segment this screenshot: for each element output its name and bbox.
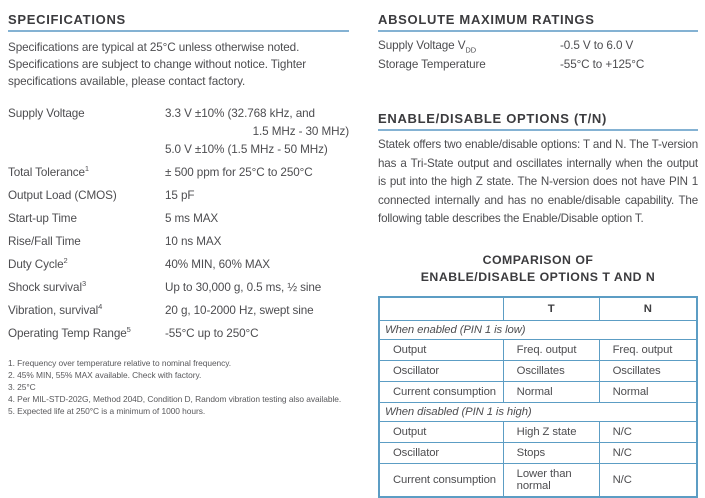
footnote-1: 1. Frequency over temperature relative to nominal frequency.	[8, 358, 232, 368]
spec-label: Start-up Time	[8, 212, 77, 225]
spec-value: 15 pF	[165, 189, 195, 202]
row-label: Output	[379, 339, 503, 360]
spec-label: Operating Temp Range$^5$	[8, 325, 131, 340]
enable-disable-body: Statek offers two enable/disable options: T and N. The T-version has a Tri-State output and oscillates internally when the output is put into the high Z state. The N-version does not have PIN 1 connected internally and has no enable/disable capability. The following table describes the Enable/Disable option T.	[378, 138, 698, 226]
section-row-when-disabled	[379, 402, 697, 421]
spec-row-total-tolerance	[8, 164, 349, 182]
spec-value: 20 g, 10-2000 Hz, swept sine	[165, 304, 314, 317]
footnote-marker: 5	[126, 325, 131, 335]
footnotes	[8, 357, 349, 417]
cell-n: N/C	[599, 421, 697, 442]
amr-value: -0.5 V to 6.0 V	[560, 39, 634, 52]
spec-label: Vibration, survival$^4$	[8, 302, 103, 317]
footnote-3: 3. 25°C	[8, 382, 36, 392]
amr-label: Supply Voltage $V_{DD}$	[378, 39, 477, 55]
specifications-section	[8, 12, 349, 498]
row-label: Current consumption	[379, 463, 503, 497]
cell-n: Normal	[599, 381, 697, 402]
table-row	[379, 442, 697, 463]
footnote-4: 4. Per MIL-STD-202G, Method 204D, Condition D, Random vibration testing also available.	[8, 394, 342, 404]
spec-value: ± 500 ppm for 25°C to 250°C	[165, 166, 313, 179]
spec-row-vibration-survival	[8, 302, 349, 320]
cell-n: Freq. output	[599, 339, 697, 360]
table-header-row	[379, 297, 697, 321]
spec-value-line: 3.3 V ±10% (32.768 kHz, and	[165, 107, 315, 120]
footnote-marker: 4	[98, 302, 103, 312]
comparison-table-title	[378, 252, 698, 286]
specifications-intro: Specifications are typical at 25°C unless otherwise noted. Specifications are subject to change without notice. Tighter specifications available, please contact factory.	[8, 41, 307, 88]
cell-t: Oscillates	[503, 360, 599, 381]
table-row	[379, 339, 697, 360]
amr-label: Storage Temperature	[378, 58, 486, 71]
spec-label: Duty Cycle$^2$	[8, 256, 68, 271]
footnote-2: 2. 45% MIN, 55% MAX available. Check with factory.	[8, 370, 202, 380]
specifications-list	[8, 105, 349, 343]
spec-label: Total Tolerance$^1$	[8, 164, 89, 179]
header-cell-t: T	[503, 297, 599, 321]
row-label: Output	[379, 421, 503, 442]
absolute-maximum-ratings-title: ABSOLUTE MAXIMUM RATINGS	[378, 12, 698, 32]
cell-n: N/C	[599, 463, 697, 497]
spec-value: -55°C up to 250°C	[165, 327, 259, 340]
spec-row-rise-fall-time	[8, 233, 349, 251]
cell-t: Stops	[503, 442, 599, 463]
absolute-maximum-ratings-section	[378, 12, 698, 74]
amr-rows	[378, 36, 698, 74]
enable-disable-section	[378, 111, 698, 229]
amr-row-supply-voltage	[378, 36, 698, 55]
section-label: When disabled (PIN 1 is high)	[379, 402, 697, 421]
spec-row-output-load	[8, 187, 349, 205]
amr-row-storage-temp	[378, 55, 698, 74]
table-row	[379, 421, 697, 442]
cell-t: Normal	[503, 381, 599, 402]
spec-row-startup-time	[8, 210, 349, 228]
header-cell-n: N	[599, 297, 697, 321]
footnote-marker: 3	[81, 279, 87, 289]
spec-value: 5 ms MAX	[165, 212, 219, 225]
cell-n: N/C	[599, 442, 697, 463]
header-cell-blank	[379, 297, 503, 321]
spec-label: Rise/Fall Time	[8, 235, 81, 248]
spec-row-duty-cycle	[8, 256, 349, 274]
section-row-when-enabled	[379, 320, 697, 339]
footnote-marker: 2	[63, 256, 68, 266]
table-row	[379, 360, 697, 381]
spec-label: Supply Voltage	[8, 107, 85, 120]
cell-t: High Z state	[503, 421, 599, 442]
enable-disable-title: ENABLE/DISABLE OPTIONS (T/N)	[378, 111, 698, 131]
spec-value-line: 1.5 MHz - 30 MHz)	[252, 125, 349, 138]
spec-value: 40% MIN, 60% MAX	[165, 258, 270, 271]
spec-row-operating-temp	[8, 325, 349, 343]
row-label: Current consumption	[379, 381, 503, 402]
spec-row-supply-voltage	[8, 105, 349, 159]
table-row	[379, 463, 697, 497]
cell-t: Lower than normal	[503, 463, 599, 497]
footnote-marker: 1	[84, 164, 89, 174]
specifications-title: SPECIFICATIONS	[8, 12, 349, 32]
comparison-title-line2: ENABLE/DISABLE OPTIONS T AND N	[420, 269, 656, 284]
cell-n: Oscillates	[599, 360, 697, 381]
footnote-5: 5. Expected life at 250°C is a minimum of 1000 hours.	[8, 406, 206, 416]
cell-t: Freq. output	[503, 339, 599, 360]
spec-value	[165, 105, 349, 159]
section-label: When enabled (PIN 1 is low)	[379, 320, 697, 339]
row-label: Oscillator	[379, 360, 503, 381]
spec-label: Shock survival$^3$	[8, 279, 87, 294]
spec-row-shock-survival	[8, 279, 349, 297]
table-row	[379, 381, 697, 402]
row-label: Oscillator	[379, 442, 503, 463]
amr-value: -55°C to +125°C	[560, 58, 645, 71]
comparison-title-line1: COMPARISON OF	[482, 252, 594, 267]
spec-value: Up to 30,000 g, 0.5 ms, ½ sine	[165, 281, 322, 294]
comparison-table	[378, 296, 698, 498]
vdd-subscript: DD	[465, 45, 477, 55]
spec-label: Output Load (CMOS)	[8, 189, 117, 202]
spec-value: 10 ns MAX	[165, 235, 222, 248]
spec-value-line: 5.0 V ±10% (1.5 MHz - 50 MHz)	[165, 143, 328, 156]
right-column	[378, 12, 698, 498]
